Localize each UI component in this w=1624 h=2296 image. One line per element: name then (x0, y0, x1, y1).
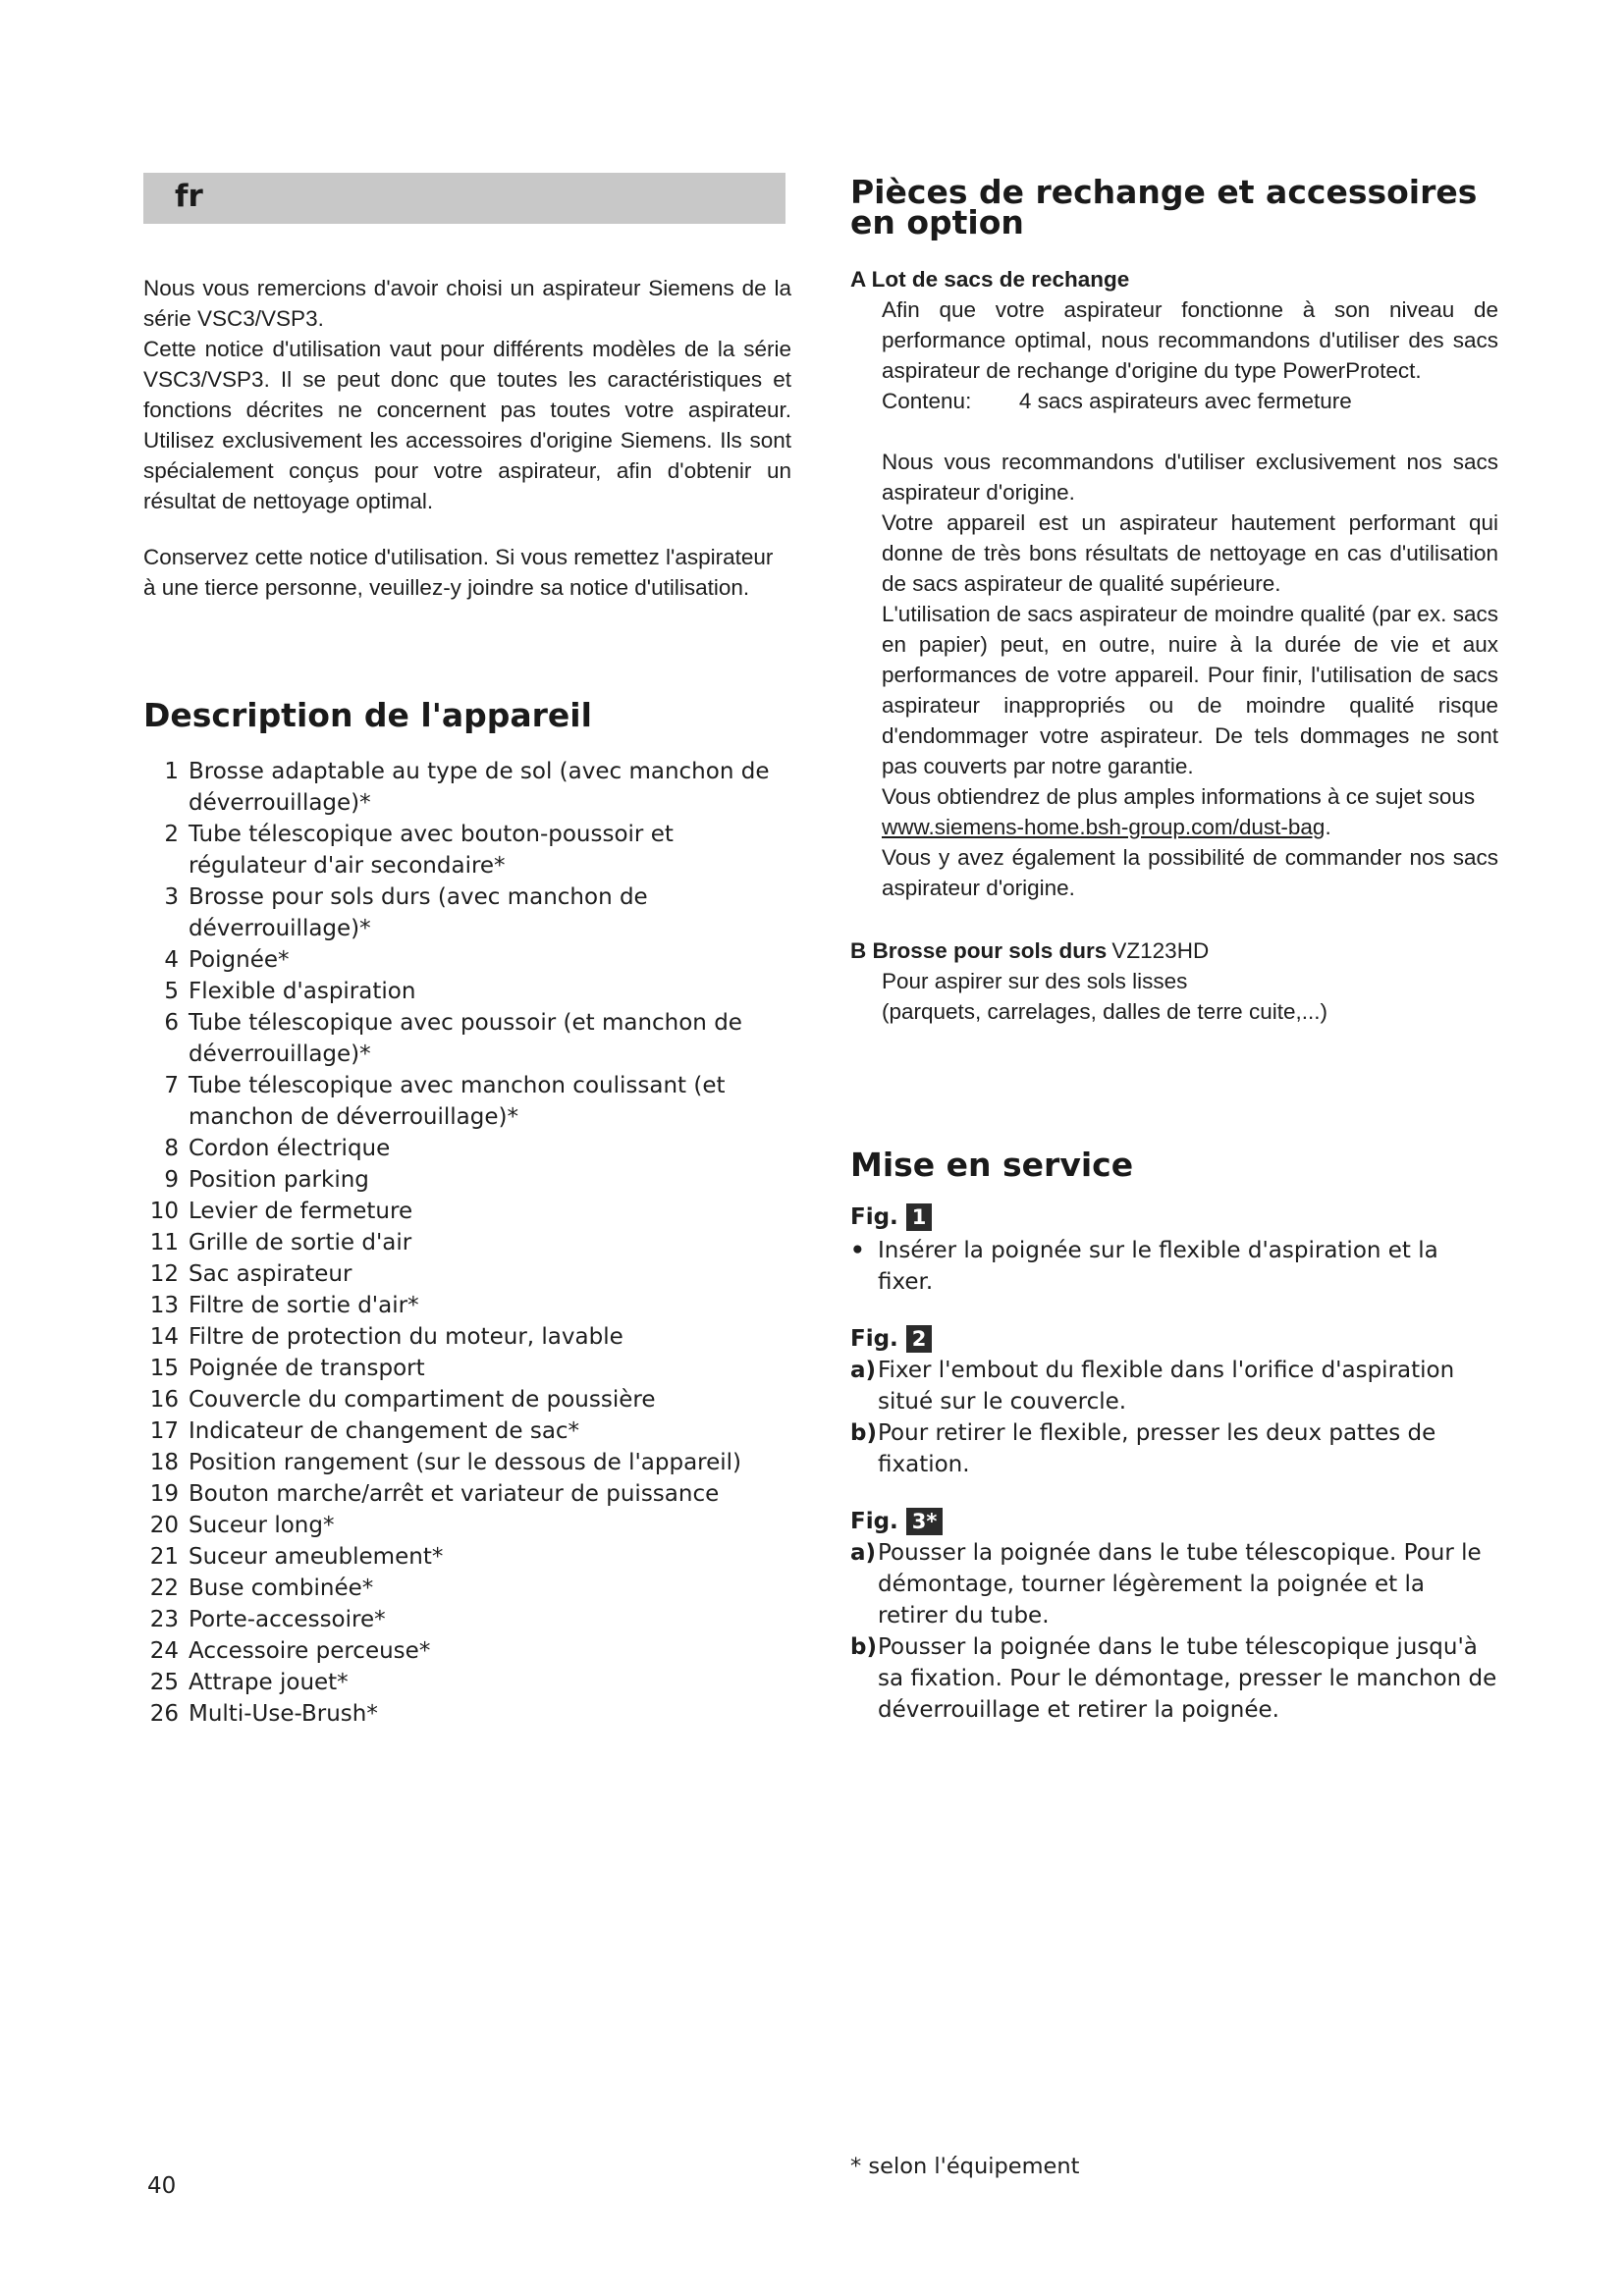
spare-b-paragraph-2: (parquets, carrelages, dalles de terre cuite,...) (882, 999, 1327, 1024)
item-text: Position parking (189, 1167, 369, 1193)
step-key: a) (850, 1358, 877, 1383)
fig-text: Fig. (850, 1204, 898, 1230)
fig-1-badge: 1 (906, 1203, 933, 1231)
item-number: 11 (149, 1230, 179, 1255)
startup-title: Mise en service (850, 1146, 1134, 1184)
item-number: 2 (164, 822, 179, 847)
item-number: 12 (149, 1261, 179, 1287)
fig-2-step-a (850, 1355, 1498, 1417)
item-text: Position rangement (sur le dessous de l'appareil) (189, 1450, 742, 1475)
item-number: 20 (149, 1513, 179, 1538)
item-text: Bouton marche/arrêt et variateur de puissance (189, 1481, 720, 1507)
item-number: 24 (149, 1638, 179, 1664)
spare-a-paragraph-2: Nous vous recommandons d'utiliser exclusivement nos sacs aspirateur d'origine. (882, 450, 1498, 505)
item-number: 3 (164, 884, 179, 910)
spare-a-paragraph-4: L'utilisation de sacs aspirateur de moindre qualité (par ex. sacs en papier) peut, en outre, nuire à la durée de vie et aux performances de votre appareil. Pour finir, l'utilisation de sacs aspirateur inappropriés ou de moindre qualité risque d'endommager votre aspirateur. De tels dommages ne sont pas couverts par notre garantie. (882, 602, 1498, 778)
item-text: Suceur long* (189, 1513, 335, 1538)
parts-list-item (143, 1258, 791, 1290)
fig-2-step-b (850, 1417, 1498, 1480)
item-text: Flexible d'aspiration (189, 979, 416, 1004)
item-text: Poignée* (189, 947, 290, 973)
parts-list-item (143, 976, 791, 1007)
item-number: 15 (149, 1356, 179, 1381)
fig-2-b-text: Pour retirer le flexible, presser les deux pattes de fixation. (878, 1420, 1436, 1477)
step-key: b) (850, 1420, 877, 1446)
intro-paragraph-1: Nous vous remercions d'avoir choisi un aspirateur Siemens de la série VSC3/VSP3. (143, 276, 791, 331)
item-text: Couvercle du compartiment de poussière (189, 1387, 656, 1413)
dust-bag-link[interactable]: www.siemens-home.bsh-group.com/dust-bag (882, 815, 1326, 839)
spare-a-paragraph-3: Votre appareil est un aspirateur hautement performant qui donne de très bons résultats de nettoyage en cas d'utilisation de sacs aspirateur de qualité supérieure. (882, 510, 1498, 596)
spare-b-heading (850, 936, 1498, 966)
page-number: 40 (147, 2173, 177, 2199)
item-number: 17 (149, 1418, 179, 1444)
fig-1-label (850, 1203, 1498, 1231)
parts-list-item (143, 1384, 791, 1415)
parts-list-item (143, 819, 791, 881)
footnote: * selon l'équipement (850, 2154, 1080, 2179)
fig-2-a-text: Fixer l'embout du flexible dans l'orifice d'aspiration situé sur le couvercle. (878, 1358, 1455, 1415)
item-number: 14 (149, 1324, 179, 1350)
spare-a-link-line (882, 812, 1498, 842)
parts-list-item (143, 1635, 791, 1667)
contents-value: 4 sacs aspirateurs avec fermeture (1018, 389, 1352, 413)
contents-label: Contenu: (882, 389, 972, 413)
fig-3-badge: 3* (906, 1508, 944, 1535)
fig-3-label (850, 1508, 1498, 1535)
parts-list-item (143, 1573, 791, 1604)
item-text: Tube télescopique avec poussoir (et manchon de déverrouillage)* (189, 1010, 742, 1067)
step-key: a) (850, 1540, 877, 1566)
item-text: Brosse pour sols durs (avec manchon de déverrouillage)* (189, 884, 648, 941)
spare-a-title: A Lot de sacs de rechange (850, 267, 1130, 292)
parts-list-item (143, 1510, 791, 1541)
item-text: Poignée de transport (189, 1356, 425, 1381)
parts-list (143, 756, 791, 1730)
item-number: 22 (149, 1575, 179, 1601)
item-text: Sac aspirateur (189, 1261, 352, 1287)
fig-3-b-text: Pousser la poignée dans le tube télescopique jusqu'à sa fixation. Pour le démontage, presser le manchon de déverrouillage et retirer la poignée. (878, 1634, 1497, 1723)
item-number: 7 (164, 1073, 179, 1098)
item-number: 26 (149, 1701, 179, 1727)
parts-list-item (143, 1007, 791, 1070)
fig-text: Fig. (850, 1326, 898, 1352)
item-number: 1 (164, 759, 179, 784)
fig-3-step-a (850, 1537, 1498, 1631)
parts-list-item (143, 1604, 791, 1635)
language-code: fr (175, 179, 203, 214)
item-number: 19 (149, 1481, 179, 1507)
item-text: Porte-accessoire* (189, 1607, 386, 1632)
item-text: Tube télescopique avec manchon coulissant (et manchon de déverrouillage)* (189, 1073, 726, 1130)
item-number: 21 (149, 1544, 179, 1570)
spares-title: Pièces de rechange et accessoires en option (850, 173, 1478, 241)
item-text: Buse combinée* (189, 1575, 374, 1601)
item-number: 9 (164, 1167, 179, 1193)
intro-section (143, 273, 791, 603)
item-text: Cordon électrique (189, 1136, 391, 1161)
language-tab (143, 173, 785, 224)
item-text: Filtre de sortie d'air* (189, 1293, 419, 1318)
parts-list-item (143, 1164, 791, 1196)
link-suffix: . (1325, 815, 1331, 839)
item-text: Brosse adaptable au type de sol (avec manchon de déverrouillage)* (189, 759, 770, 816)
item-number: 16 (149, 1387, 179, 1413)
startup-section (850, 1203, 1498, 1726)
spare-a-paragraph-6: Vous y avez également la possibilité de commander nos sacs aspirateur d'origine. (882, 845, 1498, 900)
step-key: b) (850, 1634, 877, 1660)
fig-1-text: Insérer la poignée sur le flexible d'aspiration et la fixer. (878, 1238, 1438, 1295)
item-text: Filtre de protection du moteur, lavable (189, 1324, 623, 1350)
item-text: Levier de fermeture (189, 1199, 413, 1224)
parts-list-item (143, 1353, 791, 1384)
parts-list-item (143, 944, 791, 976)
item-text: Grille de sortie d'air (189, 1230, 412, 1255)
item-number: 23 (149, 1607, 179, 1632)
item-text: Multi-Use-Brush* (189, 1701, 378, 1727)
description-title: Description de l'appareil (143, 696, 592, 734)
parts-list-item (143, 1227, 791, 1258)
parts-list-item (143, 1196, 791, 1227)
item-text: Attrape jouet* (189, 1670, 349, 1695)
item-number: 5 (164, 979, 179, 1004)
parts-list-item (143, 1698, 791, 1730)
parts-list-item (143, 1447, 791, 1478)
fig-3-a-text: Pousser la poignée dans le tube télescopique. Pour le démontage, tourner légèrement la poignée et la retirer du tube. (878, 1540, 1482, 1629)
parts-list-item (143, 1667, 791, 1698)
parts-list-item (143, 1133, 791, 1164)
parts-list-item (143, 1541, 791, 1573)
fig-1-step (850, 1235, 1498, 1298)
spare-a-contents (882, 386, 1498, 416)
item-number: 10 (149, 1199, 179, 1224)
parts-list-item (143, 1070, 791, 1133)
parts-list-item (143, 756, 791, 819)
spare-b-model: VZ123HD (1111, 938, 1210, 963)
fig-text: Fig. (850, 1509, 898, 1534)
item-text: Accessoire perceuse* (189, 1638, 431, 1664)
item-text: Indicateur de changement de sac* (189, 1418, 580, 1444)
item-number: 6 (164, 1010, 179, 1036)
bullet-icon: • (850, 1238, 865, 1263)
item-text: Tube télescopique avec bouton-poussoir et régulateur d'air secondaire* (189, 822, 674, 879)
item-number: 18 (149, 1450, 179, 1475)
item-number: 8 (164, 1136, 179, 1161)
parts-list-item (143, 1321, 791, 1353)
item-text: Suceur ameublement* (189, 1544, 444, 1570)
spare-b-paragraph-1: Pour aspirer sur des sols lisses (882, 969, 1188, 993)
item-number: 4 (164, 947, 179, 973)
spare-a-paragraph-5: Vous obtiendrez de plus amples informations à ce sujet sous (882, 784, 1476, 809)
fig-2-badge: 2 (906, 1325, 933, 1353)
item-number: 25 (149, 1670, 179, 1695)
spare-b-title: B Brosse pour sols durs (850, 938, 1108, 963)
spare-a-paragraph-1: Afin que votre aspirateur fonctionne à son niveau de performance optimal, nous recommandons d'utiliser des sacs aspirateur de rechange d'origine du type PowerProtect. (882, 297, 1498, 383)
intro-paragraph-2: Cette notice d'utilisation vaut pour différents modèles de la série VSC3/VSP3. Il se peut donc que toutes les caractéristiques et fonctions décrites ne concernent pas toutes votre aspirateur. Utilisez exclusivement les accessoires d'origine Siemens. Ils sont spécialement conçus pour votre aspirateur, afin d'obtenir un résultat de nettoyage optimal. (143, 337, 791, 513)
parts-list-item (143, 1415, 791, 1447)
parts-list-item (143, 881, 791, 944)
intro-paragraph-3: Conservez cette notice d'utilisation. Si vous remettez l'aspirateur à une tierce personne, veuillez-y joindre sa notice d'utilisation. (143, 545, 774, 600)
parts-list-item (143, 1290, 791, 1321)
item-number: 13 (149, 1293, 179, 1318)
parts-list-item (143, 1478, 791, 1510)
fig-2-label (850, 1325, 1498, 1353)
spares-section (850, 265, 1498, 1027)
fig-3-step-b (850, 1631, 1498, 1726)
